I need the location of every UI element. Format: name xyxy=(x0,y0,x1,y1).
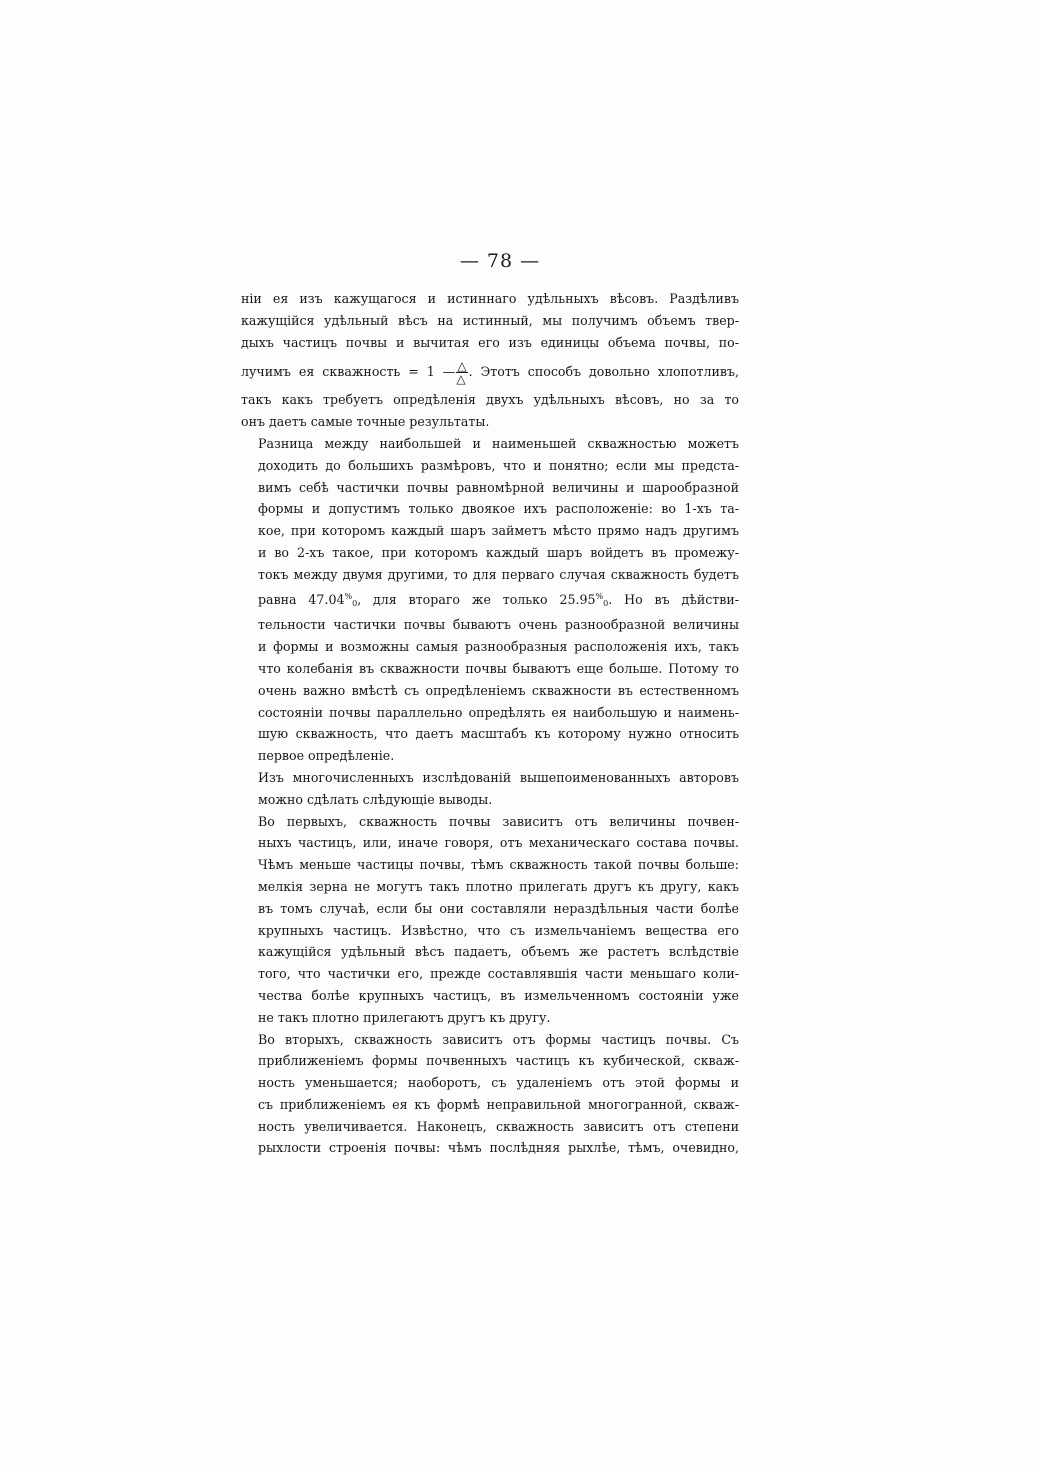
text-line: доходить до большихъ размѣровъ, что и понятно; если мы предста- xyxy=(258,457,739,473)
text-line: кое, при которомъ каждый шаръ займетъ мѣсто прямо надъ другимъ xyxy=(258,523,739,539)
text-line: дыхъ частицъ почвы и вычитая его изъ единицы объема почвы, по- xyxy=(241,334,739,350)
text-line: мелкія зерна не могутъ такъ плотно прилегать другъ къ другу, какъ xyxy=(258,878,739,894)
text-line: кажущійся удѣльный вѣсъ падаетъ, объемъ же растетъ вслѣдствіе xyxy=(258,944,739,960)
text-line: состояніи почвы параллельно опредѣлять ея наибольшую и наимень- xyxy=(258,704,739,720)
percent-sign-low: 0 xyxy=(603,598,609,608)
text-line: токъ между двумя другими, то для перваго случая скважность будетъ xyxy=(258,566,739,582)
text-line: Разница между наибольшей и наименьшей скважностью можетъ xyxy=(258,435,739,451)
text-line: Изъ многочисленныхъ изслѣдованій вышепоименованныхъ авторовъ xyxy=(258,769,739,785)
text-line: приближеніемъ формы почвенныхъ частицъ къ кубической, сквaж- xyxy=(258,1053,739,1069)
paragraph-5 xyxy=(241,1029,739,1160)
text-line: можно сдѣлать слѣдующіе выводы. xyxy=(258,791,493,807)
text-line: ніи ея изъ кажущагося и истиннаго удѣльныхъ вѣсовъ. Раздѣливъ xyxy=(241,291,739,306)
formula-text-after: . Этотъ способъ довольно хлопотливъ, xyxy=(468,364,739,380)
text-line: Чѣмъ меньше частицы почвы, тѣмъ скважность такой почвы больше: xyxy=(258,857,739,873)
text-line: съ приближеніемъ ея къ формѣ неправильной многогранной, сквaж- xyxy=(258,1096,739,1112)
percent-text: . Но въ дѣйстви- xyxy=(608,591,739,607)
text-line: первое опредѣленіе. xyxy=(258,748,395,764)
text-line: и формы и возможны самыя разнообразныя расположенія ихъ, такъ xyxy=(258,639,739,655)
text-line: кажущійся удѣльный вѣсъ на истинный, мы получимъ объемъ твер- xyxy=(241,312,739,328)
paragraph-1 xyxy=(241,288,739,433)
text-line: что колебанія въ скважности почвы бываютъ еще больше. Потому то xyxy=(258,660,739,676)
text-line: Во первыхъ, скважность почвы зависитъ отъ величины почвен- xyxy=(258,813,739,829)
fraction-numerator: △ xyxy=(457,359,467,374)
text-line: ность увеличивается. Наконецъ, скважность зависитъ отъ степени xyxy=(258,1118,739,1134)
text-line: онъ даетъ самые точные результаты. xyxy=(241,414,490,430)
text-line: и во 2-хъ такое, при которомъ каждый шаръ войдетъ въ промежу- xyxy=(258,544,739,560)
text-line: не такъ плотно прилегаютъ другъ къ другу. xyxy=(258,1009,551,1025)
text-line: ность уменьшается; наоборотъ, съ удаленіемъ отъ этой формы и xyxy=(258,1075,739,1091)
text-line: вимъ себѣ частички почвы равномѣрной величины и шарообразной xyxy=(258,479,739,495)
percent-text: равна 47.04 xyxy=(258,591,345,607)
text-line: чества болѣе крупныхъ частицъ, въ измельченномъ состояніи уже xyxy=(258,987,739,1003)
percent-sign: % xyxy=(595,591,604,601)
percent-text: , для втораго же только 25.95 xyxy=(357,591,596,607)
percent-sign-low: 0 xyxy=(352,598,358,608)
percent-line xyxy=(241,586,739,615)
text-line: крупныхъ частицъ. Извѣстно, что съ измельчаніемъ вещества его xyxy=(258,922,739,938)
paragraph-3 xyxy=(241,767,739,811)
formula-text-before: лучимъ ея скважность = 1 — xyxy=(241,364,456,380)
fraction-denominator: △ xyxy=(456,372,466,387)
text-line: формы и допустимъ только двоякое ихъ расположеніе: во 1-хъ та- xyxy=(258,501,739,517)
text-line: очень важно вмѣстѣ съ опредѣленіемъ скважности въ естественномъ xyxy=(258,682,739,698)
percent-sign: % xyxy=(344,591,353,601)
text-line: такъ какъ требуетъ опредѣленія двухъ удѣльныхъ вѣсовъ, но за то xyxy=(241,392,739,408)
text-line: того, что частички его, прежде составлявшія части меньшаго коли- xyxy=(258,966,739,982)
paragraph-2 xyxy=(241,433,739,767)
paragraph-4 xyxy=(241,811,739,1029)
text-line: шую скважность, что даетъ масштабъ къ которому нужно относить xyxy=(258,726,739,742)
body-text xyxy=(241,288,739,1159)
text-line: тельности частички почвы бываютъ очень разнообразной величины xyxy=(258,617,739,633)
text-line: рыхлости строенія почвы: чѣмъ послѣдняя рыхлѣе, тѣмъ, очевидно, xyxy=(258,1140,739,1156)
text-line: ныхъ частицъ, или, иначе говоря, отъ механическаго состава почвы. xyxy=(258,835,739,851)
formula-line xyxy=(241,357,739,387)
porosity-fraction xyxy=(456,360,467,385)
text-line: Во вторыхъ, скважность зависитъ отъ формы частицъ почвы. Съ xyxy=(258,1031,739,1047)
text-line: въ томъ случаѣ, если бы они составляли нераздѣльныя части болѣе xyxy=(258,900,739,916)
page-number: — 78 — xyxy=(459,250,541,272)
